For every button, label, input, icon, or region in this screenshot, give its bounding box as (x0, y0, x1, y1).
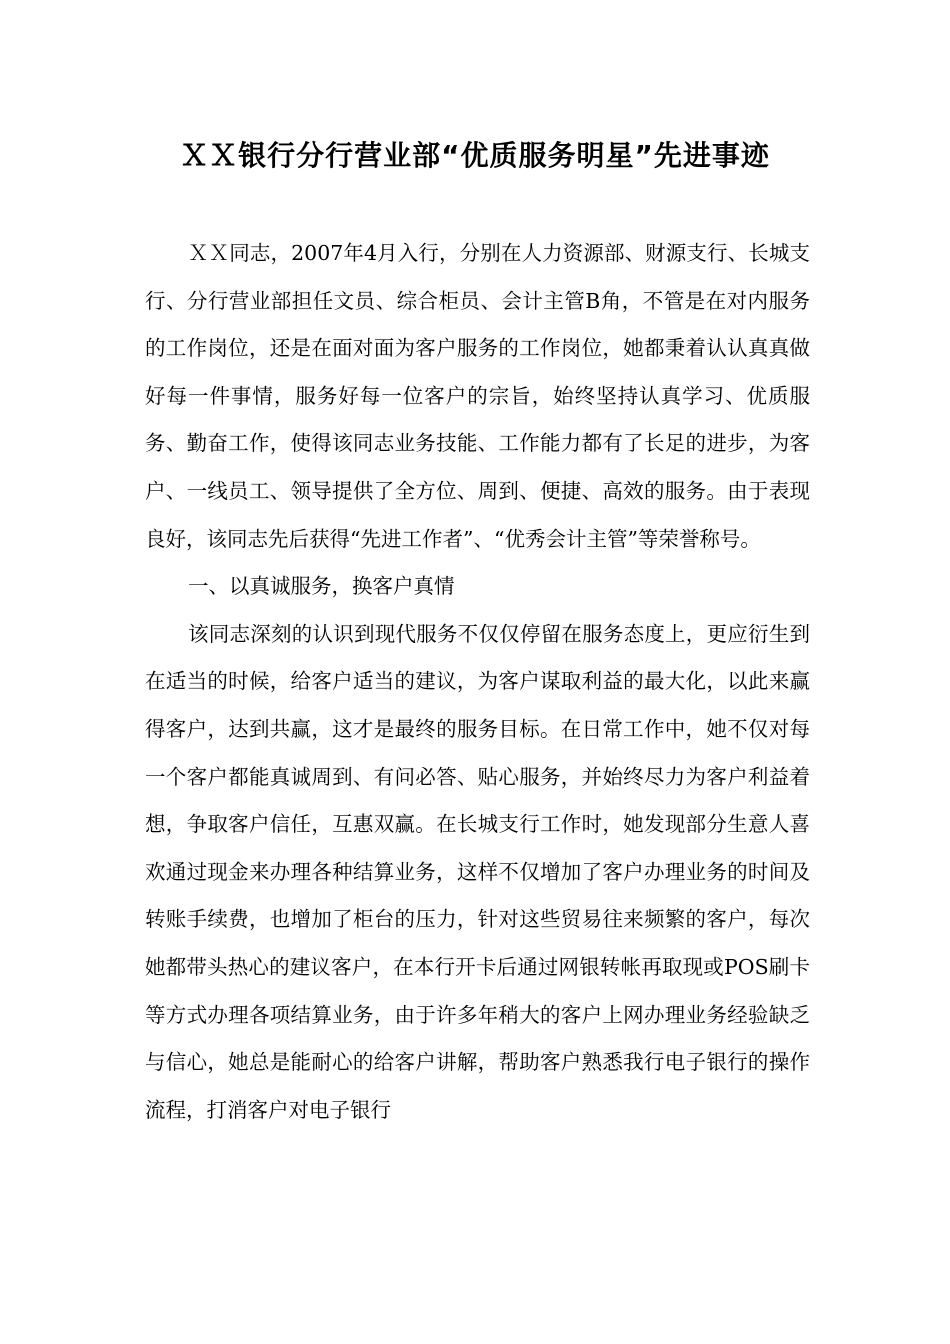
section-heading-1: 一、以真诚服务，换客户真情 (188, 574, 455, 599)
document-body (145, 230, 810, 1134)
paragraph-section-1: 该同志深刻的认识到现代服务不仅仅停留在服务态度上，更应衍生到在适当的时候，给客户适当的建议，为客户谋取利益的最大化，以此来赢得客户，达到共赢，这才是最终的服务目标。在日常工作中，她不仅对每一个客户都能真诚周到、有问必答、贴心服务，并始终尽力为客户利益着想，争取客户信任，互惠双赢。在长城支行工作时，她发现部分生意人喜欢通过现金来办理各种结算业务，这样不仅增加了客户办理业务的时间及转账手续费，也增加了柜台的压力，针对这些贸易往来频繁的客户，每次她都带头热心的建议客户，在本行开卡后通过网银转帐再取现或POS刷卡等方式办理各项结算业务，由于许多年稍大的客户上网办理业务经验缺乏与信心，她总是能耐心的给客户讲解，帮助客户熟悉我行电子银行的操作流程，打消客户对电子银行 (145, 621, 810, 1122)
paragraph-intro: ＸＸ同志，2007年4月入行，分别在人力资源部、财源支行、长城支行、分行营业部担任文员、综合柜员、会计主管B角，不管是在对内服务的工作岗位，还是在面对面为客户服务的工作岗位，她都秉着认认真真做好每一件事情，服务好每一位客户的宗旨，始终坚持认真学习、优质服务、勤奋工作，使得该同志业务技能、工作能力都有了长足的进步，为客户、一线员工、领导提供了全方位、周到、便捷、高效的服务。由于表现良好，该同志先后获得“先进工作者”、“优秀会计主管”等荣誉称号。 (145, 241, 810, 551)
document-title: ＸＸ银行分行营业部“优质服务明星”先进事迹 (180, 139, 770, 172)
